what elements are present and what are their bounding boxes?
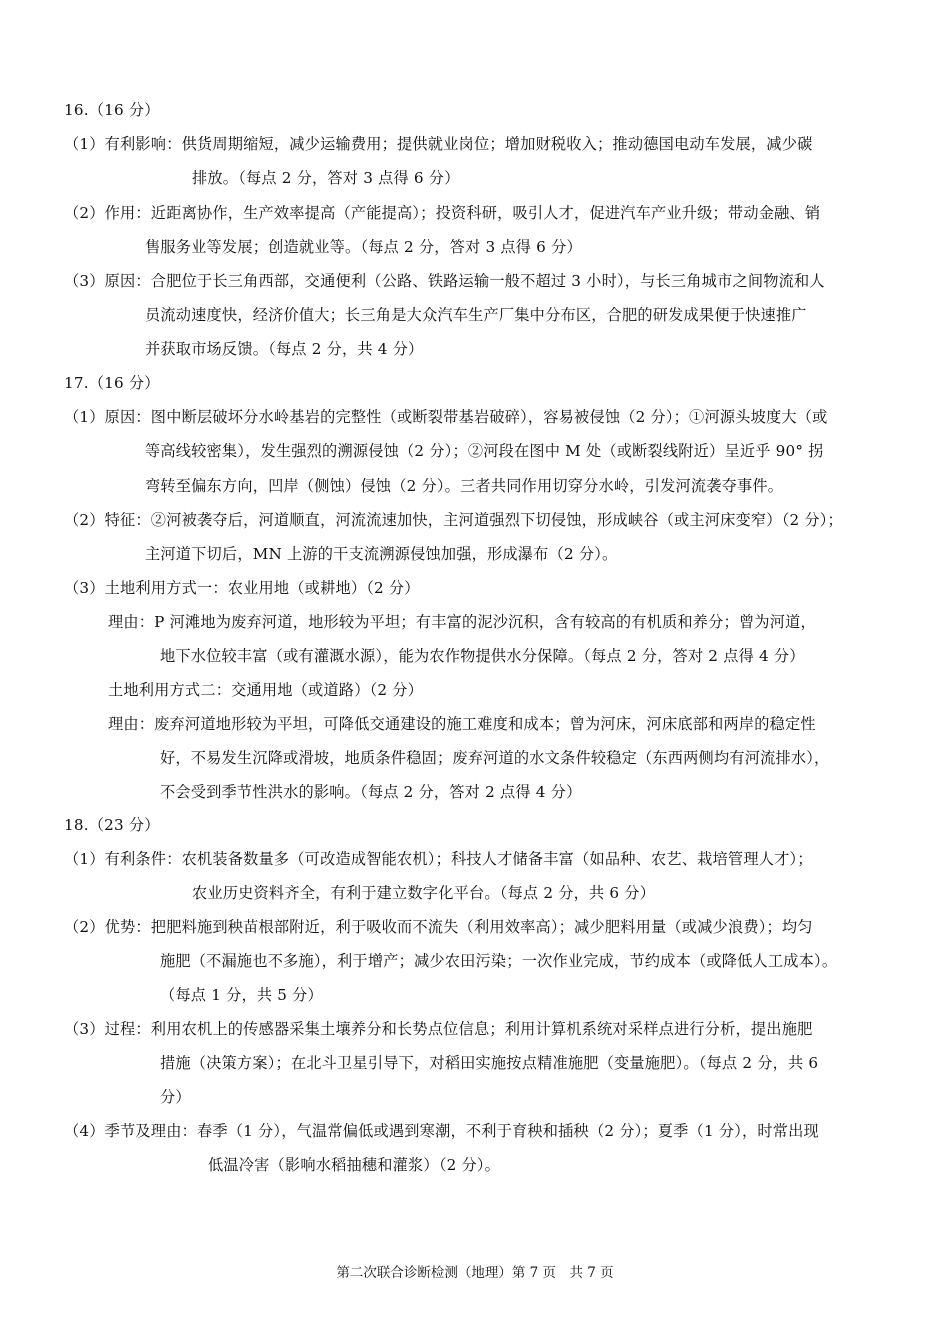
q18-part2-line3: （每点 1 分，共 5 分） xyxy=(160,986,323,1004)
q17-part2-line1: （2）特征：②河被袭夺后，河道顺直，河流流速加快，主河道强烈下切侵蚀，形成峡谷（或主河床变窄）（2 分）； xyxy=(64,511,843,529)
q17-part3-reason2-line1: 理由：废弃河道地形较为平坦，可降低交通建设的施工难度和成本；曾为河床，河床底部和两岸的稳定性 xyxy=(108,715,816,733)
q18-part2-line2: 施肥（不漏施也不多施），利于增产；减少农田污染；一次作业完成，节约成本（或降低人工成本）。 xyxy=(160,952,838,970)
q18-part4-line2: 低温冷害（影响水稻抽穗和灌浆）（2 分）。 xyxy=(208,1156,501,1174)
q17-part3-reason1-line1: 理由：P 河滩地为废弃河道，地形较为平坦；有丰富的泥沙沉积，含有较高的有机质和养分；曾为河道， xyxy=(108,613,816,631)
q16-part1-line1: （1）有利影响：供货周期缩短，减少运输费用；提供就业岗位；增加财税收入；推动德国电动车发展，减少碳 xyxy=(64,135,813,153)
q16-part3-line2: 员流动速度快，经济价值大；长三角是大众汽车生产厂集中分布区，合肥的研发成果便于快速推广 xyxy=(145,306,807,324)
q16-part1-line2: 排放。（每点 2 分，答对 3 点得 6 分） xyxy=(192,169,460,187)
q17-part2-line2: 主河道下切后，MN 上游的干支流溯源侵蚀加强，形成瀑布（2 分）。 xyxy=(145,545,618,563)
page-footer: 第二次联合诊断检测（地理）第 7 页 共 7 页 xyxy=(336,1265,614,1281)
q16-part2-line1: （2）作用：近距离协作，生产效率提高（产能提高）；投资科研，吸引人才，促进汽车产业升级；带动金融、销 xyxy=(64,204,821,222)
q16-heading: 16.（16 分） xyxy=(64,101,160,119)
q18-part2-line1: （2）优势：把肥料施到秧苗根部附近，利于吸收而不流失（利用效率高）；减少肥料用量（或减少浪费）；均匀 xyxy=(64,918,813,936)
q18-part3-line1: （3）过程：利用农机上的传感器采集土壤养分和长势点位信息；利用计算机系统对采样点进行分析，提出施肥 xyxy=(64,1020,813,1038)
q17-part1-line3: 弯转至偏东方向，凹岸（侧蚀）侵蚀（2 分）。三者共同作用切穿分水岭，引发河流袭夺事件。 xyxy=(145,477,784,495)
q17-part1-line1: （1）原因：图中断层破坏分水岭基岩的完整性（或断裂带基岩破碎），容易被侵蚀（2 分）；①河源头坡度大（或 xyxy=(64,408,828,426)
q18-part4-line1: （4）季节及理由：春季（1 分），气温常偏低或遇到寒潮，不利于育秧和插秧（2 分）；夏季（1 分），时常出现 xyxy=(64,1122,819,1140)
q18-part1-line2: 农业历史资料齐全，有利于建立数字化平台。（每点 2 分，共 6 分） xyxy=(192,884,656,902)
q17-part3-way2: 土地利用方式二：交通用地（或道路）（2 分） xyxy=(108,681,424,699)
q17-part3-reason1-line2: 地下水位较丰富（或有灌溉水源），能为农作物提供水分保障。（每点 2 分，答对 2 点得 4 分） xyxy=(160,647,805,665)
q18-heading: 18.（23 分） xyxy=(64,816,160,834)
q17-part1-line2: 等高线较密集），发生强烈的溯源侵蚀（2 分）；②河段在图中 M 处（或断裂线附近）呈近乎 90° 拐 xyxy=(145,442,824,460)
q16-part3-line1: （3）原因：合肥位于长三角西部，交通便利（公路、铁路运输一般不超过 3 小时），与长三角城市之间物流和人 xyxy=(64,272,825,290)
q17-part3-reason2-line2: 好，不易发生沉降或滑坡，地质条件稳固；废弃河道的水文条件较稳定（东西两侧均有河流排水）， xyxy=(160,749,830,767)
q18-part1-line1: （1）有利条件：农机装备数量多（可改造成智能农机）；科技人才储备丰富（如品种、农艺、栽培管理人才）； xyxy=(64,850,813,868)
q17-part3-heading: （3）土地利用方式一：农业用地（或耕地）（2 分） xyxy=(64,579,420,597)
q16-part2-line2: 售服务业等发展；创造就业等。（每点 2 分，答对 3 点得 6 分） xyxy=(145,238,582,256)
q18-part3-line2: 措施（决策方案）；在北斗卫星引导下，对稻田实施按点精准施肥（变量施肥）。（每点 2 分，共 6 xyxy=(160,1054,819,1072)
q17-heading: 17.（16 分） xyxy=(64,374,160,392)
q18-part3-line3: 分） xyxy=(160,1088,191,1106)
q16-part3-line3: 并获取市场反馈。（每点 2 分，共 4 分） xyxy=(145,340,424,358)
q17-part3-reason2-line3: 不会受到季节性洪水的影响。（每点 2 分，答对 2 点得 4 分） xyxy=(160,783,582,801)
